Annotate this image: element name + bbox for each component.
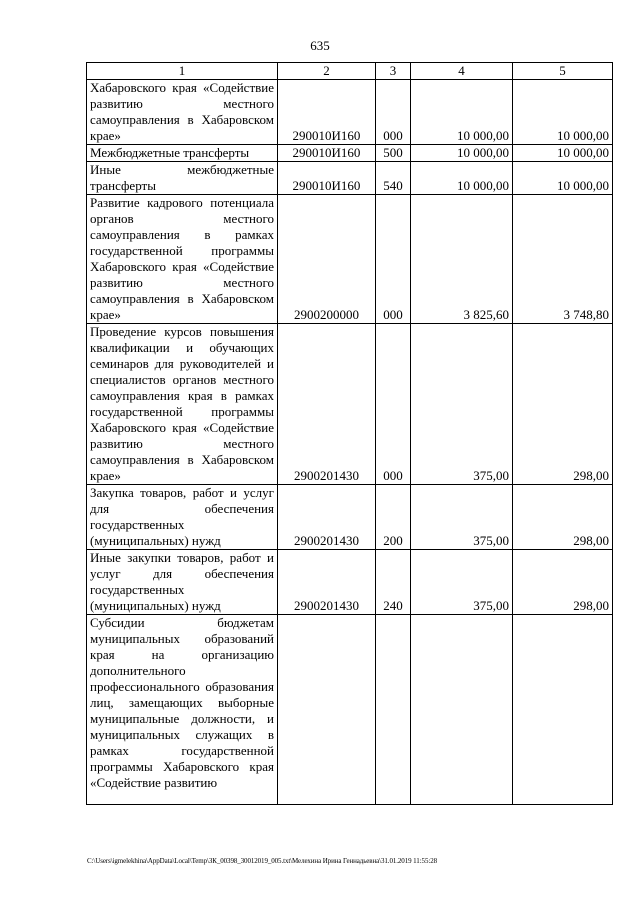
- row-name: Субсидии бюджетам муниципальных образований края на организацию дополнительного профессионального образования лиц, замещающих выборные муниципальные должности, и муниципальных служащих в рамках государственной программы Хабаровского края «Содействие развитию: [87, 615, 278, 805]
- table-row: [87, 615, 613, 805]
- row-expense-type: 540: [376, 162, 411, 195]
- row-name: Хабаровского края «Содействие развитию местного самоуправления в Хабаровском крае»: [87, 80, 278, 145]
- row-sum-2: 10 000,00: [513, 145, 613, 162]
- page-number: 635: [310, 38, 330, 53]
- column-header-sum-2: 5: [513, 63, 613, 80]
- row-sum-1: [411, 615, 513, 805]
- table-row: [87, 80, 613, 145]
- row-sum-2: 298,00: [513, 485, 613, 550]
- row-expense-type: 000: [376, 80, 411, 145]
- document-footer-path: C:\Users\igmelekhina\AppData\Local\Temp\ЗК_00398_30012019_005.txt\Мелехина Ирина Геннадьевна\31.01.2019 11:55:28: [87, 857, 437, 865]
- row-expense-type: 240: [376, 550, 411, 615]
- row-target-code: [278, 615, 376, 805]
- row-sum-2: 10 000,00: [513, 162, 613, 195]
- row-sum-1: 10 000,00: [411, 80, 513, 145]
- row-sum-2: 298,00: [513, 550, 613, 615]
- row-target-code: 2900200000: [278, 195, 376, 324]
- row-target-code: 2900201430: [278, 324, 376, 485]
- row-sum-1: 10 000,00: [411, 162, 513, 195]
- row-name: Иные межбюджетные трансферты: [87, 162, 278, 195]
- row-sum-2: [513, 615, 613, 805]
- row-sum-1: 10 000,00: [411, 145, 513, 162]
- row-name: Иные закупки товаров, работ и услуг для обеспечения государственных (муниципальных) нужд: [87, 550, 278, 615]
- column-header-sum-1: 4: [411, 63, 513, 80]
- table-header-row: [87, 63, 613, 80]
- row-sum-2: 3 748,80: [513, 195, 613, 324]
- budget-table: [86, 62, 613, 805]
- row-sum-2: 298,00: [513, 324, 613, 485]
- row-target-code: 290010И160: [278, 80, 376, 145]
- row-target-code: 290010И160: [278, 162, 376, 195]
- row-target-code: 290010И160: [278, 145, 376, 162]
- table-row: [87, 145, 613, 162]
- table-row: [87, 550, 613, 615]
- row-expense-type: 000: [376, 195, 411, 324]
- row-expense-type: [376, 615, 411, 805]
- table-row: [87, 324, 613, 485]
- row-target-code: 2900201430: [278, 550, 376, 615]
- row-sum-1: 375,00: [411, 324, 513, 485]
- table-row: [87, 485, 613, 550]
- column-header-name: 1: [87, 63, 278, 80]
- row-expense-type: 000: [376, 324, 411, 485]
- row-name: Межбюджетные трансферты: [87, 145, 278, 162]
- column-header-code: 2: [278, 63, 376, 80]
- column-header-type: 3: [376, 63, 411, 80]
- row-name: Развитие кадрового потенциала органов местного самоуправления в рамках государственной программы Хабаровского края «Содействие развитию местного самоуправления в Хабаровском крае»: [87, 195, 278, 324]
- row-name: Проведение курсов повышения квалификации и обучающих семинаров для руководителей и специалистов органов местного самоуправления края в рамках государственной программы Хабаровского края «Содействие развитию местного самоуправления в Хабаровском крае»: [87, 324, 278, 485]
- row-expense-type: 200: [376, 485, 411, 550]
- row-sum-1: 375,00: [411, 550, 513, 615]
- table-row: [87, 195, 613, 324]
- table-row: [87, 162, 613, 195]
- row-name: Закупка товаров, работ и услуг для обеспечения государственных (муниципальных) нужд: [87, 485, 278, 550]
- row-sum-1: 375,00: [411, 485, 513, 550]
- row-sum-2: 10 000,00: [513, 80, 613, 145]
- row-sum-1: 3 825,60: [411, 195, 513, 324]
- row-target-code: 2900201430: [278, 485, 376, 550]
- row-expense-type: 500: [376, 145, 411, 162]
